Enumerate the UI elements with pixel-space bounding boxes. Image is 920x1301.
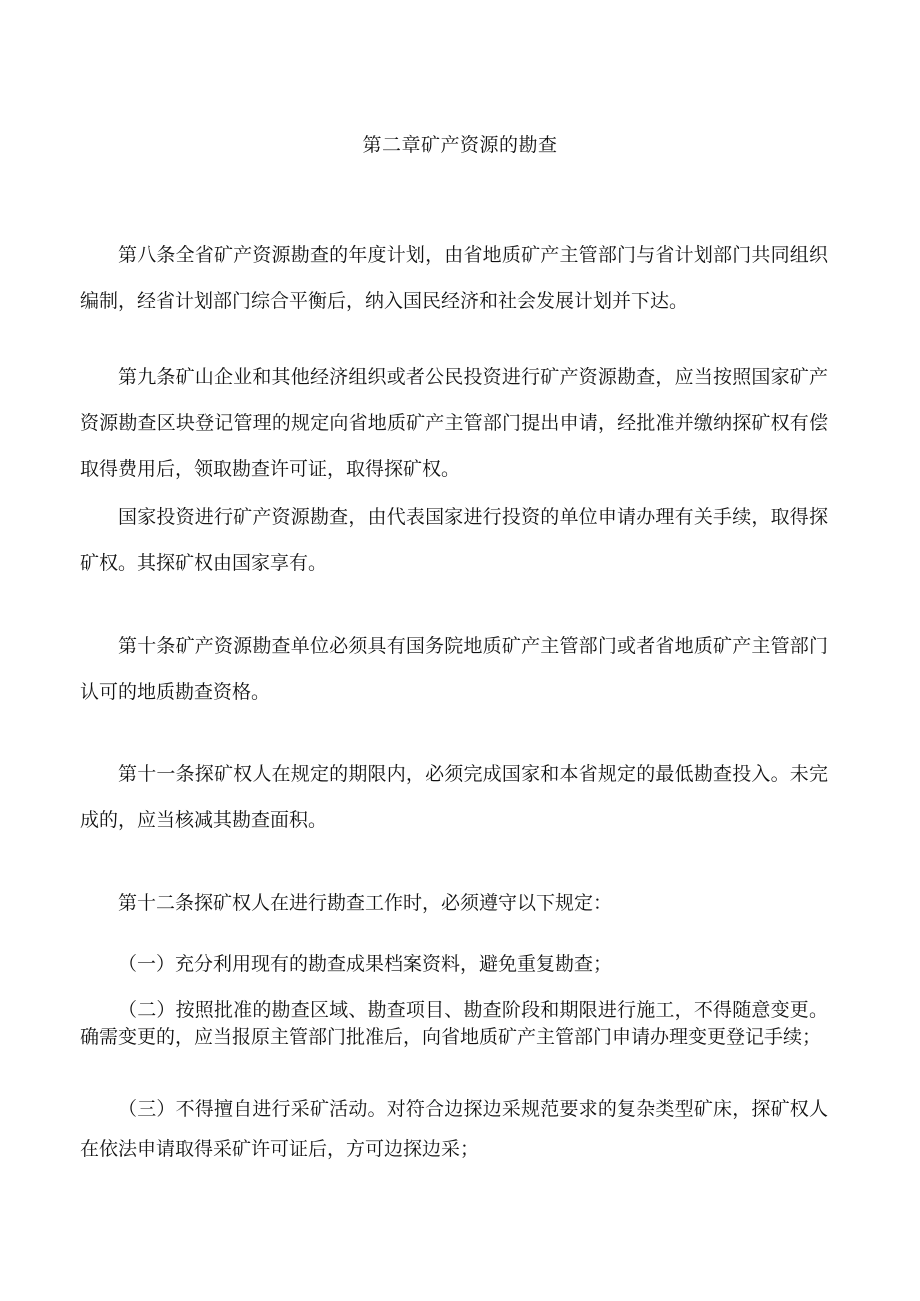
- chapter-title: 第二章矿产资源的勘查: [362, 134, 558, 156]
- article-11: 第十一条探矿权人在规定的期限内，必须完成国家和本省规定的最低勘查投入。未完成的，应当核减其勘查面积。: [80, 763, 828, 831]
- article-12-item-2: （二）按照批准的勘查区域、勘查项目、勘查阶段和期限进行施工，不得随意变更。确需变更的，应当报原主管部门批准后，向省地质矿产主管部门申请办理变更登记手续；: [80, 999, 828, 1048]
- article-10: 第十条矿产资源勘查单位必须具有国务院地质矿产主管部门或者省地质矿产主管部门认可的地质勘查资格。: [80, 635, 828, 703]
- article-12-item-3: （三）不得擅自进行采矿活动。对符合边探边采规范要求的复杂类型矿床，探矿权人在依法申请取得采矿许可证后，方可边探边采；: [80, 1098, 828, 1160]
- article-9: 第九条矿山企业和其他经济组织或者公民投资进行矿产资源勘查，应当按照国家矿产资源勘查区块登记管理的规定向省地质矿产主管部门提出申请，经批准并缴纳探矿权有偿取得费用后，领取勘查许可证，取得探矿权。: [80, 366, 828, 480]
- article-12-item-1: （一）充分利用现有的勘查成果档案资料，避免重复勘查；: [118, 953, 613, 975]
- article-8: 第八条全省矿产资源勘查的年度计划，由省地质矿产主管部门与省计划部门共同组织编制，经省计划部门综合平衡后，纳入国民经济和社会发展计划并下达。: [80, 244, 828, 312]
- article-12: 第十二条探矿权人在进行勘查工作时，必须遵守以下规定：: [118, 892, 613, 914]
- article-9-paragraph-2: 国家投资进行矿产资源勘查，由代表国家进行投资的单位申请办理有关手续，取得探矿权。其探矿权由国家享有。: [80, 506, 828, 574]
